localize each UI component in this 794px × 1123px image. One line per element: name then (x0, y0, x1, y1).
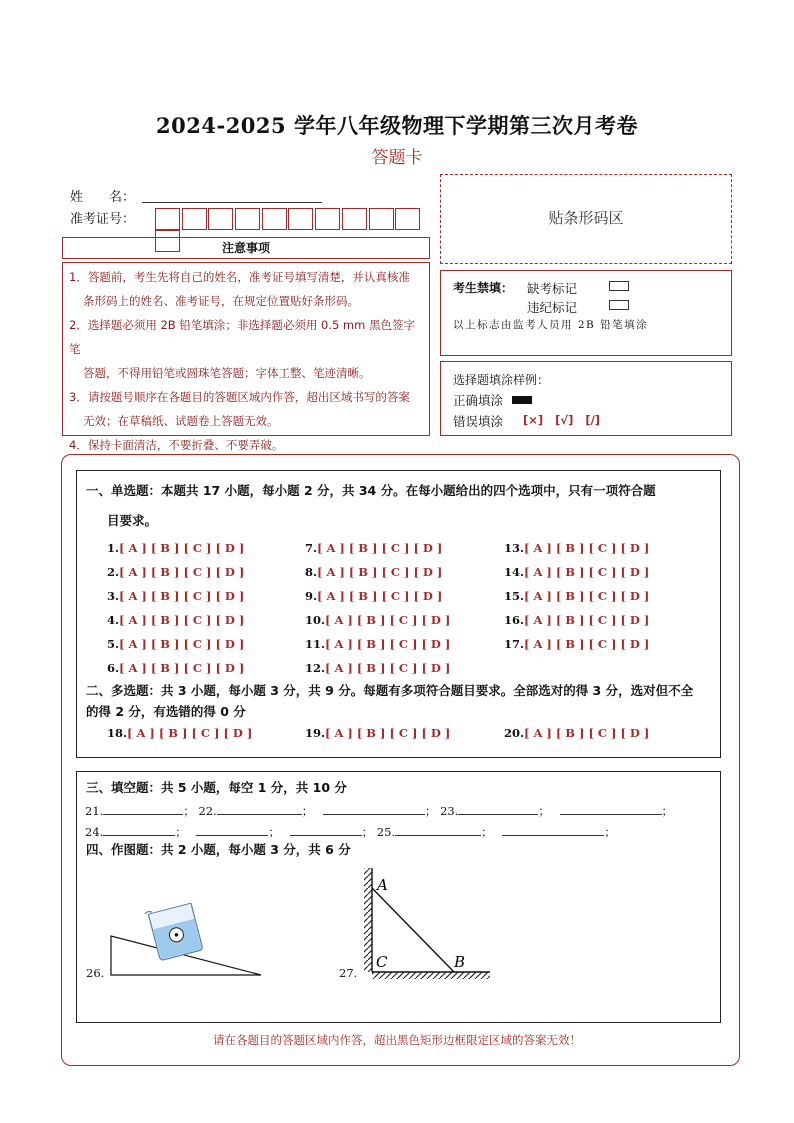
choice-item[interactable] (504, 637, 649, 651)
absent-checkbox[interactable] (609, 281, 629, 291)
separator: ； (268, 825, 280, 839)
name-label: 姓 名： (70, 190, 136, 205)
point-c-label: C (376, 953, 388, 971)
q24-blank-2[interactable] (196, 823, 268, 836)
choice-item[interactable] (305, 541, 442, 555)
id-digit-box[interactable] (342, 208, 367, 230)
choice-options[interactable]: [ A ] [ B ] [ C ] [ D ] (524, 613, 650, 627)
notice-item-1: 1．答题前，考生先将自己的姓名，准考证号填写清楚，并认真核准 (69, 270, 410, 284)
choice-options[interactable]: [ A ] [ B ] [ C ] [ D ] (524, 637, 650, 651)
correct-fill-sample (512, 396, 532, 404)
section3-heading: 三、填空题：共 5 小题，每空 1 分，共 10 分 (86, 780, 347, 795)
choice-item[interactable] (305, 589, 442, 603)
separator: ； (538, 804, 550, 818)
wall-shape (364, 868, 372, 972)
sample-box (440, 361, 732, 436)
choice-options[interactable]: [ A ] [ B ] [ C ] [ D ] (119, 637, 245, 651)
q22-blank-2[interactable] (323, 802, 425, 815)
choice-options[interactable]: [ A ] [ B ] [ C ] [ D ] (325, 661, 451, 675)
id-digit-box[interactable] (235, 208, 260, 230)
id-digit-box[interactable] (262, 208, 287, 230)
choice-item[interactable] (305, 637, 450, 651)
point-a-label: A (377, 876, 388, 894)
q26-label: 26. (86, 966, 105, 980)
question-number: 20. (504, 726, 525, 740)
section2-heading-cont: 的得 2 分，有选错的得 0 分 (86, 704, 246, 719)
section1-heading-cont: 目要求。 (107, 513, 158, 528)
question-number: 8. (305, 565, 318, 579)
question-number: 9. (305, 589, 318, 603)
q23-label: 23. (440, 804, 459, 818)
question-number: 6. (107, 661, 120, 675)
wrong-fill-label: 错误填涂 (453, 414, 504, 429)
choice-item[interactable] (107, 565, 244, 579)
question-number: 12. (305, 661, 326, 675)
q23-blank-1[interactable] (458, 802, 538, 815)
question-number: 18. (107, 726, 128, 740)
q24-blank-1[interactable] (103, 823, 175, 836)
choice-options[interactable]: [ A ] [ B ] [ C ] [ D ] (119, 589, 245, 603)
prohibit-note: 以上标志由监考人员用 2B 铅笔填涂 (453, 319, 649, 331)
choice-options[interactable]: [ A ] [ B ] [ C ] [ D ] (127, 726, 253, 740)
id-digit-box[interactable] (369, 208, 394, 230)
choice-item[interactable] (107, 613, 244, 627)
choice-item[interactable] (305, 726, 450, 740)
question-number: 13. (504, 541, 525, 555)
question-number: 7. (305, 541, 318, 555)
q22-blank-1[interactable] (217, 802, 302, 815)
choice-section-box (76, 470, 721, 758)
fill-section-box (76, 771, 721, 1023)
choice-item[interactable] (504, 726, 649, 740)
question-number: 1. (107, 541, 120, 555)
choice-options[interactable]: [ A ] [ B ] [ C ] [ D ] (317, 565, 443, 579)
separator: ； (424, 804, 437, 818)
page-subtitle: 答题卡 (371, 148, 423, 168)
choice-options[interactable]: [ A ] [ B ] [ C ] [ D ] (524, 541, 650, 555)
choice-item[interactable] (107, 589, 244, 603)
question-number: 2. (107, 565, 120, 579)
q25-label: 25. (376, 825, 396, 839)
section2-heading: 二、多选题：共 3 小题，每小题 3 分，共 9 分。每题有多项符合题目要求。全部选对的得 3 分，选对但不全 (86, 683, 694, 698)
choice-item[interactable] (107, 726, 252, 740)
beaker-shape (145, 901, 203, 962)
q27-label: 27. (339, 966, 358, 980)
q24-blank-3[interactable] (290, 823, 362, 836)
choice-options[interactable]: [ A ] [ B ] [ C ] [ D ] (317, 541, 443, 555)
choice-item[interactable] (305, 661, 450, 675)
choice-options[interactable]: [ A ] [ B ] [ C ] [ D ] (524, 726, 650, 740)
page-title: 2024-2025 学年八年级物理下学期第三次月考卷 (156, 113, 638, 138)
notice-item-4: 4．保持卡面清洁，不要折叠、不要弄破。 (69, 438, 284, 452)
sample-label: 选择题填涂样例： (453, 373, 550, 387)
notice-item-1b: 条形码上的姓名、准考证号，在规定位置贴好条形码。 (83, 294, 359, 308)
q21-label: 21. (85, 804, 104, 818)
choice-options[interactable]: [ A ] [ B ] [ C ] [ D ] (325, 726, 451, 740)
question-number: 15. (504, 589, 525, 603)
barcode-area (440, 174, 732, 264)
notice-item-3: 3．请按题号顺序在各题目的答题区域内作答，超出区域书写的答案 (69, 390, 410, 404)
question-number: 14. (504, 565, 525, 579)
q23-blank-2[interactable] (560, 802, 662, 815)
choice-options[interactable]: [ A ] [ B ] [ C ] [ D ] (317, 589, 443, 603)
q25-blank-1[interactable] (395, 823, 481, 836)
q27-figure[interactable] (362, 864, 502, 979)
q22-label: 22. (198, 804, 217, 818)
notice-item-2: 2．选择题必须用 2B 铅笔填涂；非选择题必须用 0.5 mm 黑色签字笔 (69, 318, 415, 356)
notice-item-2b: 答题，不得用铅笔或圆珠笔答题；字体工整、笔迹清晰。 (83, 366, 371, 380)
choice-item[interactable] (305, 565, 442, 579)
question-number: 4. (107, 613, 120, 627)
separator: ； (361, 825, 374, 839)
correct-fill-label: 正确填涂 (453, 393, 504, 408)
question-number: 11. (305, 637, 326, 651)
separator: ； (481, 825, 493, 839)
separator: ； (604, 825, 616, 839)
choice-item[interactable] (107, 637, 244, 651)
section1-heading: 一、单选题：本题共 17 小题，每小题 2 分，共 34 分。在每小题给出的四个选项中，只有一项符合题 (86, 483, 656, 498)
choice-options[interactable]: [ A ] [ B ] [ C ] [ D ] (119, 541, 245, 555)
id-digit-box[interactable] (315, 208, 340, 230)
absent-label: 缺考标记 (527, 281, 578, 296)
choice-options[interactable]: [ A ] [ B ] [ C ] [ D ] (119, 661, 245, 675)
notice-title: 注意事项 (62, 237, 430, 259)
id-number-boxes[interactable] (155, 208, 425, 232)
prohibit-label: 考生禁填： (453, 281, 514, 295)
choice-item[interactable] (504, 589, 649, 603)
point-b-label: B (454, 953, 466, 971)
q25-blank-2[interactable] (502, 823, 604, 836)
separator: ； (175, 825, 187, 839)
choice-options[interactable]: [ A ] [ B ] [ C ] [ D ] (325, 637, 451, 651)
notice-item-3b: 无效；在草稿纸、试题卷上答题无效。 (83, 414, 279, 428)
id-digit-box[interactable] (288, 208, 313, 230)
question-number: 5. (107, 637, 120, 651)
choice-options[interactable]: [ A ] [ B ] [ C ] [ D ] (325, 613, 451, 627)
question-number: 3. (107, 589, 120, 603)
choice-item[interactable] (305, 613, 450, 627)
ground-shape (372, 972, 490, 979)
id-digit-box[interactable] (182, 208, 207, 230)
separator: ； (183, 804, 195, 818)
violation-label: 违纪标记 (527, 300, 578, 315)
id-digit-box[interactable] (208, 208, 233, 230)
barcode-label: 贴条形码区 (548, 209, 624, 227)
choice-options[interactable]: [ A ] [ B ] [ C ] [ D ] (119, 565, 245, 579)
violation-checkbox[interactable] (609, 300, 629, 310)
choice-item[interactable] (504, 565, 649, 579)
notice-box (62, 262, 430, 452)
wrong-fill-samples: [×] [√] [/] (523, 413, 601, 427)
choice-item[interactable] (107, 541, 244, 555)
id-label: 准考证号： (70, 212, 136, 227)
q21-blank-1[interactable] (103, 802, 183, 815)
id-digit-box[interactable] (155, 208, 180, 230)
name-field[interactable] (142, 188, 322, 203)
question-number: 10. (305, 613, 326, 627)
question-number: 16. (504, 613, 525, 627)
separator: ； (301, 804, 314, 818)
question-number: 19. (305, 726, 326, 740)
fill-row-1 (85, 802, 673, 819)
choice-options[interactable]: [ A ] [ B ] [ C ] [ D ] (524, 565, 650, 579)
question-number: 17. (504, 637, 525, 651)
choice-item[interactable] (504, 541, 649, 555)
choice-item[interactable] (504, 613, 649, 627)
id-digit-box[interactable] (395, 208, 420, 230)
choice-options[interactable]: [ A ] [ B ] [ C ] [ D ] (119, 613, 245, 627)
section4-heading: 四、作图题：共 2 小题，每小题 3 分，共 6 分 (86, 842, 351, 857)
separator: ； (661, 804, 674, 818)
q26-figure[interactable] (107, 890, 267, 980)
footer-warning: 请在各题目的答题区域内作答，超出黑色矩形边框限定区域的答案无效！ (213, 1033, 581, 1047)
choice-item[interactable] (107, 661, 244, 675)
q24-label: 24. (85, 825, 104, 839)
choice-options[interactable]: [ A ] [ B ] [ C ] [ D ] (524, 589, 650, 603)
prohibit-box (440, 270, 732, 356)
